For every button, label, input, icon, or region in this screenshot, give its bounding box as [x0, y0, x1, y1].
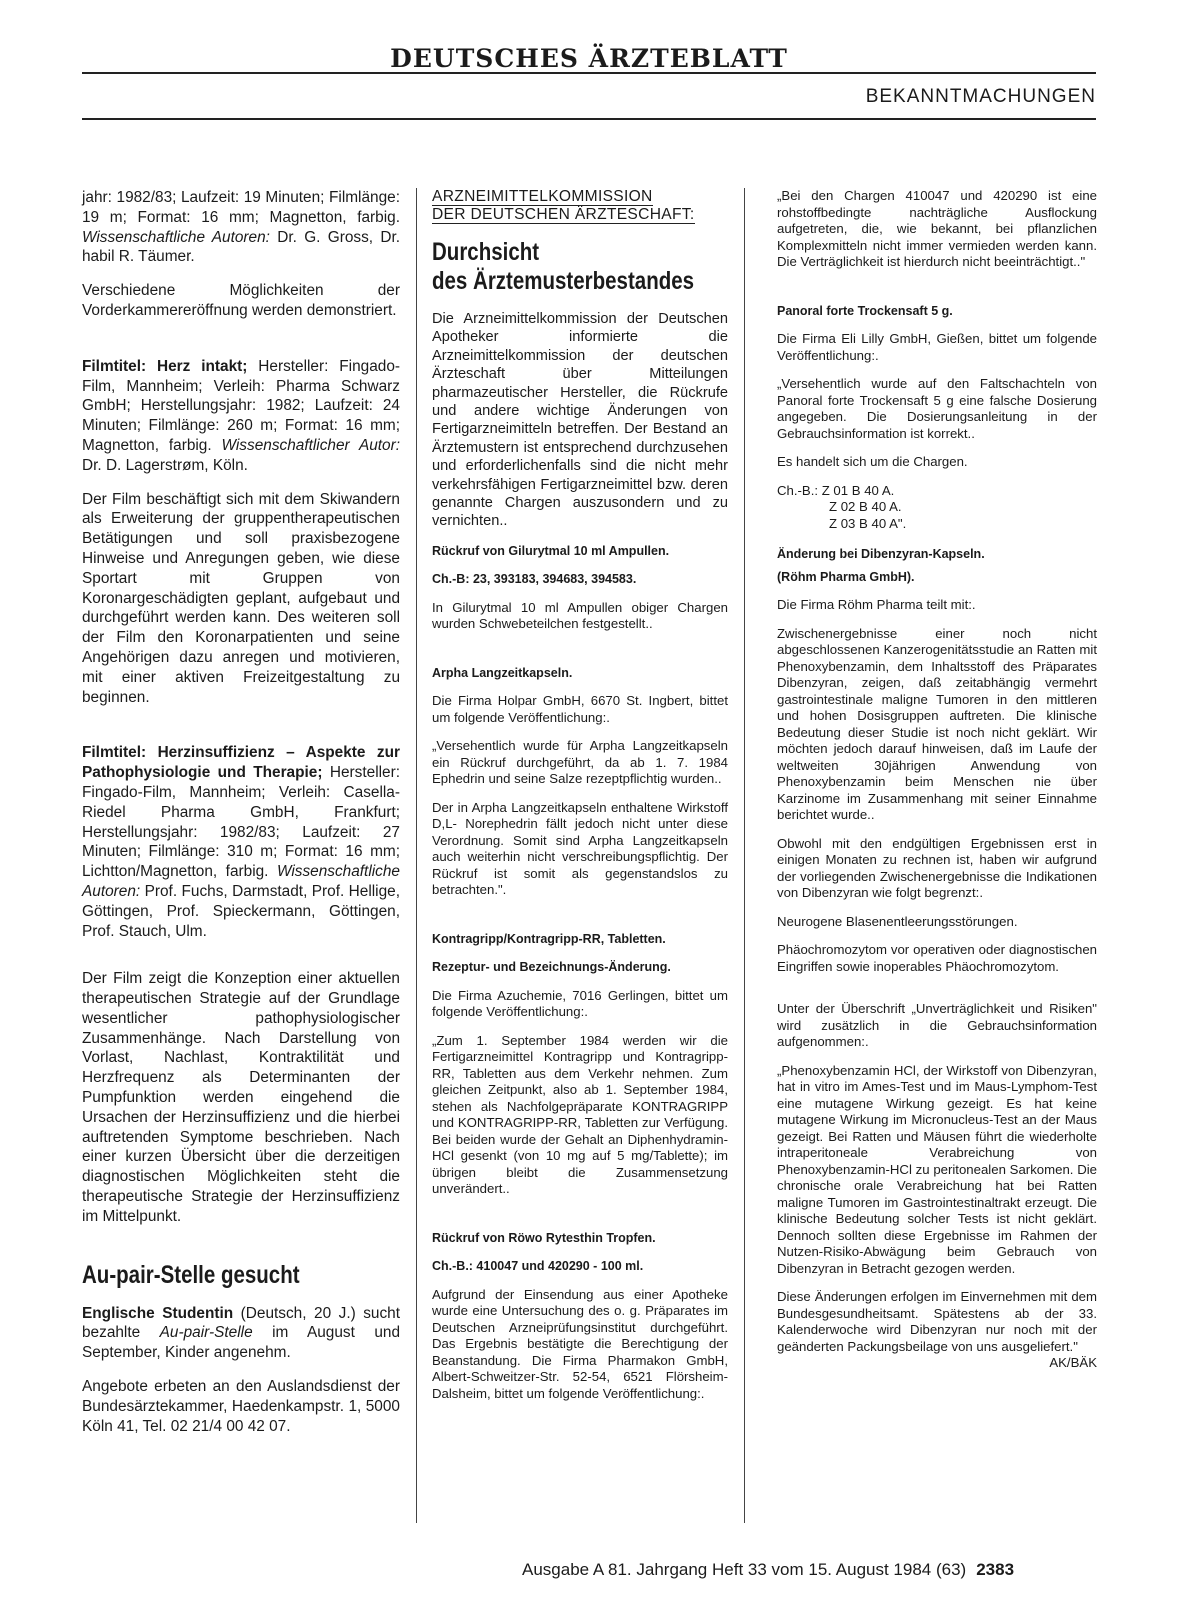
paragraph: Die Firma Eli Lilly GmbH, Gießen, bittet um folgende Veröffentlichung:.: [777, 331, 1097, 363]
paragraph: Die Firma Azuchemie, 7016 Gerlingen, bittet um folgende Veröffentlichung:.: [432, 987, 728, 1020]
subheading: Panoral forte Trockensaft 5 g.: [777, 303, 953, 318]
header-rule-top: [82, 72, 1096, 74]
paragraph: „Zum 1. September 1984 werden wir die Fertigarzneimittel Kontragripp und Kontragripp-RR, Tabletten aus dem Verkehr nehmen. Zum gleichen Zeitpunkt, also ab 1. September 1984, stehen als Nachfolgepräparate KONTRAGRIPP und KONTRAGRIPP-RR, Tabletten zur Verfügung. Bei beiden wurde der Gehalt an Diphenhydramin-HCl gesenkt (von 10 mg auf 5 mg/Tablette); im übrigen bleibt die Zusammensetzung unverändert..: [432, 1032, 728, 1197]
paragraph: In Gilurytmal 10 ml Ampullen obiger Chargen wurden Schwebeteilchen festgestellt..: [432, 599, 728, 632]
subheading: Rückruf von Gilurytmal 10 ml Ampullen.: [432, 543, 670, 558]
article-headline: Au-pair-Stelle gesucht: [82, 1260, 300, 1289]
subheading: Ch.-B: 23, 393183, 394683, 394583.: [432, 572, 637, 587]
paragraph: „Phenoxybenzamin HCl, der Wirkstoff von Dibenzyran, hat in vitro im Ames-Test und im Maus-Lymphom-Test eine mutagene Wirkung gezeigt. Es hat keine mutagene Wirkung im Micronucleus-Test an der Maus gezeigt. Bei Ratten und Mäusen führt die wiederholte intraperitoneale Verabreichung von Phenoxybenzamin-HCl zu peritonealen Sarkomen. Die chronische orale Verabreichung hat bei Ratten maligne Tumoren im Gastrointestinaltrakt erzeugt. Die klinische Bedeutung solcher Tests ist nicht geklärt. Dennoch sollten diese Ergebnisse im Rahmen der Nutzen-Risiko-Abwägung beim Gebrauch von Dibenzyran in Betracht gezogen werden.: [777, 1062, 1097, 1276]
batch-item: Z 02 B 40 A.: [829, 499, 902, 514]
paragraph: Der Film zeigt die Konzeption einer aktuellen therapeutischen Strategie auf der Grundlage wesentlicher pathophysiologischer Zusammenhänge. Nach Darstellung von Vorlast, Nachlast, Kontraktilität und Herzfrequenz als Determinanten der Pumpfunktion werden eingehend die Ursachen der Herzinsuffizienz und die hierbei auftretenden Symptome beschrieben. Nach einer kurzen Übersicht über die derzeitigen diagnostischen Möglichkeiten steht die therapeutische Strategie der Herzinsuffizienz im Mittelpunkt.: [82, 970, 400, 1225]
organization-heading: ARZNEIMITTELKOMMISSION DER DEUTSCHEN ÄRZTESCHAFT:: [432, 188, 695, 223]
paragraph: Obwohl mit den endgültigen Ergebnissen erst in einigen Monaten zu rechnen ist, haben wir aufgrund der vorliegenden Zwischenergebnisse die Indikationen von Dibenzyran wie folgt begrenzt:.: [777, 835, 1097, 900]
column-left: [82, 188, 400, 1450]
paragraph: Die Firma Röhm Pharma teilt mit:.: [777, 597, 976, 612]
masthead: DEUTSCHES ÄRZTEBLATT: [390, 44, 788, 73]
paragraph: Der Film beschäftigt sich mit dem Skiwandern als Erweiterung der gruppentherapeutischen Betätigungen und soll praxisbezogene Hinweise und Anregungen geben, wie diese Sportart mit Gruppen von Koronargeschädigten geplant, aufgebaut und durchgeführt werden kann. Des weiteren soll der Film den Koronarpatienten und seine Angehörigen dazu anregen und motivieren, mit einer aktiven Freizeitgestaltung zu beginnen.: [82, 490, 400, 706]
batch-list: [777, 483, 1097, 533]
subheading: Rückruf von Röwo Rytesthin Tropfen.: [432, 1230, 656, 1245]
paragraph: Neurogene Blasenentleerungsstörungen.: [777, 913, 1018, 929]
page-number: 2383: [976, 1560, 1015, 1579]
paragraph: „Bei den Chargen 410047 und 420290 ist eine rohstoffbedingte nachträgliche Ausflockung aufgetreten, die, wie bekannt, bei pflanzlichen Komplexmitteln nicht immer vermieden werden kann. Die Verträglichkeit ist hierdurch nicht beeinträchtigt..": [777, 188, 1097, 269]
column-divider-2: [744, 188, 745, 1523]
paragraph: Unter der Überschrift „Unverträglichkeit und Risiken" wird zusätzlich in die Gebrauchsinformation aufgenommen:.: [777, 1001, 1097, 1049]
paragraph: „Versehentlich wurde für Arpha Langzeitkapseln ein Rückruf durchgeführt, da ab 1. 7. 1984 Ephedrin und seine Salze rezeptpflichtig wurden..: [432, 738, 728, 787]
section-title: BEKANNTMACHUNGEN: [865, 86, 1096, 107]
film-entry: Filmtitel: Herz intakt; Hersteller: Fingado-Film, Mannheim; Verleih: Pharma Schwarz GmbH; Herstellungsjahr: 1982; Laufzeit: 24 Minuten; Filmlänge: 260 m; Format: 16 mm; Magnetton, farbig. Wissenschaftlicher Autor: Dr. D. Lagerstrøm, Köln.: [82, 357, 401, 474]
paragraph: „Versehentlich wurde auf den Faltschachteln von Panoral forte Trockensaft 5 g eine falsche Dosierung angegeben. Die Dosierungsanleitung in der Gebrauchsinformation ist korrekt..: [777, 376, 1097, 441]
paragraph: Diese Änderungen erfolgen im Einvernehmen mit dem Bundesgesundheitsamt. Spätestens ab der 33. Kalenderwoche wird Dibenzyran nur noch mit der geänderten Packungsbeilage von uns ausgeliefert." AK/BÄK: [777, 1289, 1097, 1370]
ad-text: Englische Studentin (Deutsch, 20 J.) sucht bezahlte Au-pair-Stelle im August und September, Kinder angenehm.: [82, 1304, 401, 1362]
batch-item: Z 03 B 40 A".: [829, 515, 907, 531]
column-right: [777, 188, 1097, 1372]
ad-contact: Angebote erbeten an den Auslandsdienst der Bundesärztekammer, Haedenkampstr. 1, 5000 Köln 41, Tel. 02 21/4 00 42 07.: [82, 1378, 400, 1435]
subheading: Rezeptur- und Bezeichnungs-Änderung.: [432, 960, 671, 975]
paragraph: Aufgrund der Einsendung aus einer Apotheke wurde eine Untersuchung des o. g. Präparates im Deutschen Arzneiprüfungsinstitut durchgeführt. Das Ergebnis bestätigte die Berechtigung der Beanstandung. Die Firma Pharmakon GmbH, Albert-Schweitzer-Str. 52-54, 6521 Flörsheim-Dalsheim, bittet um folgende Veröffentlichung:.: [432, 1286, 728, 1401]
subheading: Ch.-B.: 410047 und 420290 - 100 ml.: [432, 1259, 644, 1274]
paragraph: Phäochromozytom vor operativen oder diagnostischen Eingriffen sowie inoperables Phäochromozytom.: [777, 942, 1097, 974]
intro-paragraph: Die Arzneimittelkommission der Deutschen Apotheker informierte die Arzneimittelkommission der deutschen Ärzteschaft über Mitteilungen pharmazeutischer Hersteller, die Rückrufe und andere wichtige Änderungen von Fertigarzneimitteln betreffen. Der Bestand an Ärztemustern ist entsprechend durchzusehen und erforderlichenfalls sind die nicht mehr verkehrsfähigen Fertigarzneimittel bzw. deren genannte Chargen auszusondern und zu vernichten..: [432, 311, 728, 530]
header-rule-bottom: [82, 118, 1096, 120]
paragraph: Zwischenergebnisse einer noch nicht abgeschlossenen Kanzerogenitätsstudie an Ratten mit Phenoxybenzamin, dem Inhaltsstoff des Präparates Dibenzyran, zeigen, daß zeitabhängig vermehrt gastrointestinale maligne Tumoren in den mittleren und hohen Dosisgruppen auftreten. Die klinische Bedeutung dieser Studie ist noch nicht geklärt. Wir möchten jedoch darauf hinweisen, daß im Laufe der weltweiten 30jährigen Anwendung von Phenoxybenzamin beim Menschen nie über Karzinome im Zusammenhang mit seiner Einnahme berichtet wurde..: [777, 625, 1097, 822]
issue-info: Ausgabe A 81. Jahrgang Heft 33 vom 15. August 1984 (63): [522, 1560, 967, 1579]
film-entry: Filmtitel: Herzinsuffizienz – Aspekte zur Pathophysiologie und Therapie; Hersteller: Fingado-Film, Mannheim; Verleih: Casella-Riedel Pharma GmbH, Frankfurt; Herstellungsjahr: 1982/83; Laufzeit: 27 Minuten; Filmlänge: 310 m; Format: 16 mm; Lichtton/Magnetton, farbig. Wissenschaftliche Autoren: Prof. Fuchs, Darmstadt, Prof. Hellige, Göttingen, Prof. Spieckermann, Göttingen, Prof. Stauch, Ulm.: [82, 744, 400, 940]
batch-item: Ch.-B.: Z 01 B 40 A.: [777, 482, 895, 498]
paragraph: Der in Arpha Langzeitkapseln enthaltene Wirkstoff D,L- Norephedrin fällt jedoch nicht unter diese Verordnung. Somit sind Arpha Langzeitkapseln auch weiterhin nicht verschreibungspflichtig. Der Rückruf ist somit als gegenstandslos zu betrachten.".: [432, 799, 728, 898]
column-middle: [432, 188, 728, 1414]
article-headline: Durchsicht des Ärztemusterbestandes: [432, 238, 695, 295]
paragraph: Es handelt sich um die Chargen.: [777, 454, 968, 469]
column-divider-1: [416, 188, 417, 1523]
subheading: Änderung bei Dibenzyran-Kapseln.: [777, 547, 985, 561]
paragraph: Die Firma Holpar GmbH, 6670 St. Ingbert, bittet um folgende Veröffentlichung:.: [432, 693, 728, 725]
paragraph: jahr: 1982/83; Laufzeit: 19 Minuten; Filmlänge: 19 m; Format: 16 mm; Magnetton, farbig. Wissenschaftliche Autoren: Dr. G. Gross, Dr. habil R. Täumer.: [82, 189, 401, 266]
subheading: Kontragripp/Kontragripp-RR, Tabletten.: [432, 931, 666, 946]
subheading: Arpha Langzeitkapseln.: [432, 665, 573, 680]
paragraph: Verschiedene Möglichkeiten der Vorderkammereröffnung werden demonstriert.: [82, 282, 400, 319]
signature: AK/BÄK: [1049, 1355, 1097, 1370]
page-footer: [522, 1560, 1014, 1580]
subheading: (Röhm Pharma GmbH).: [777, 569, 915, 584]
